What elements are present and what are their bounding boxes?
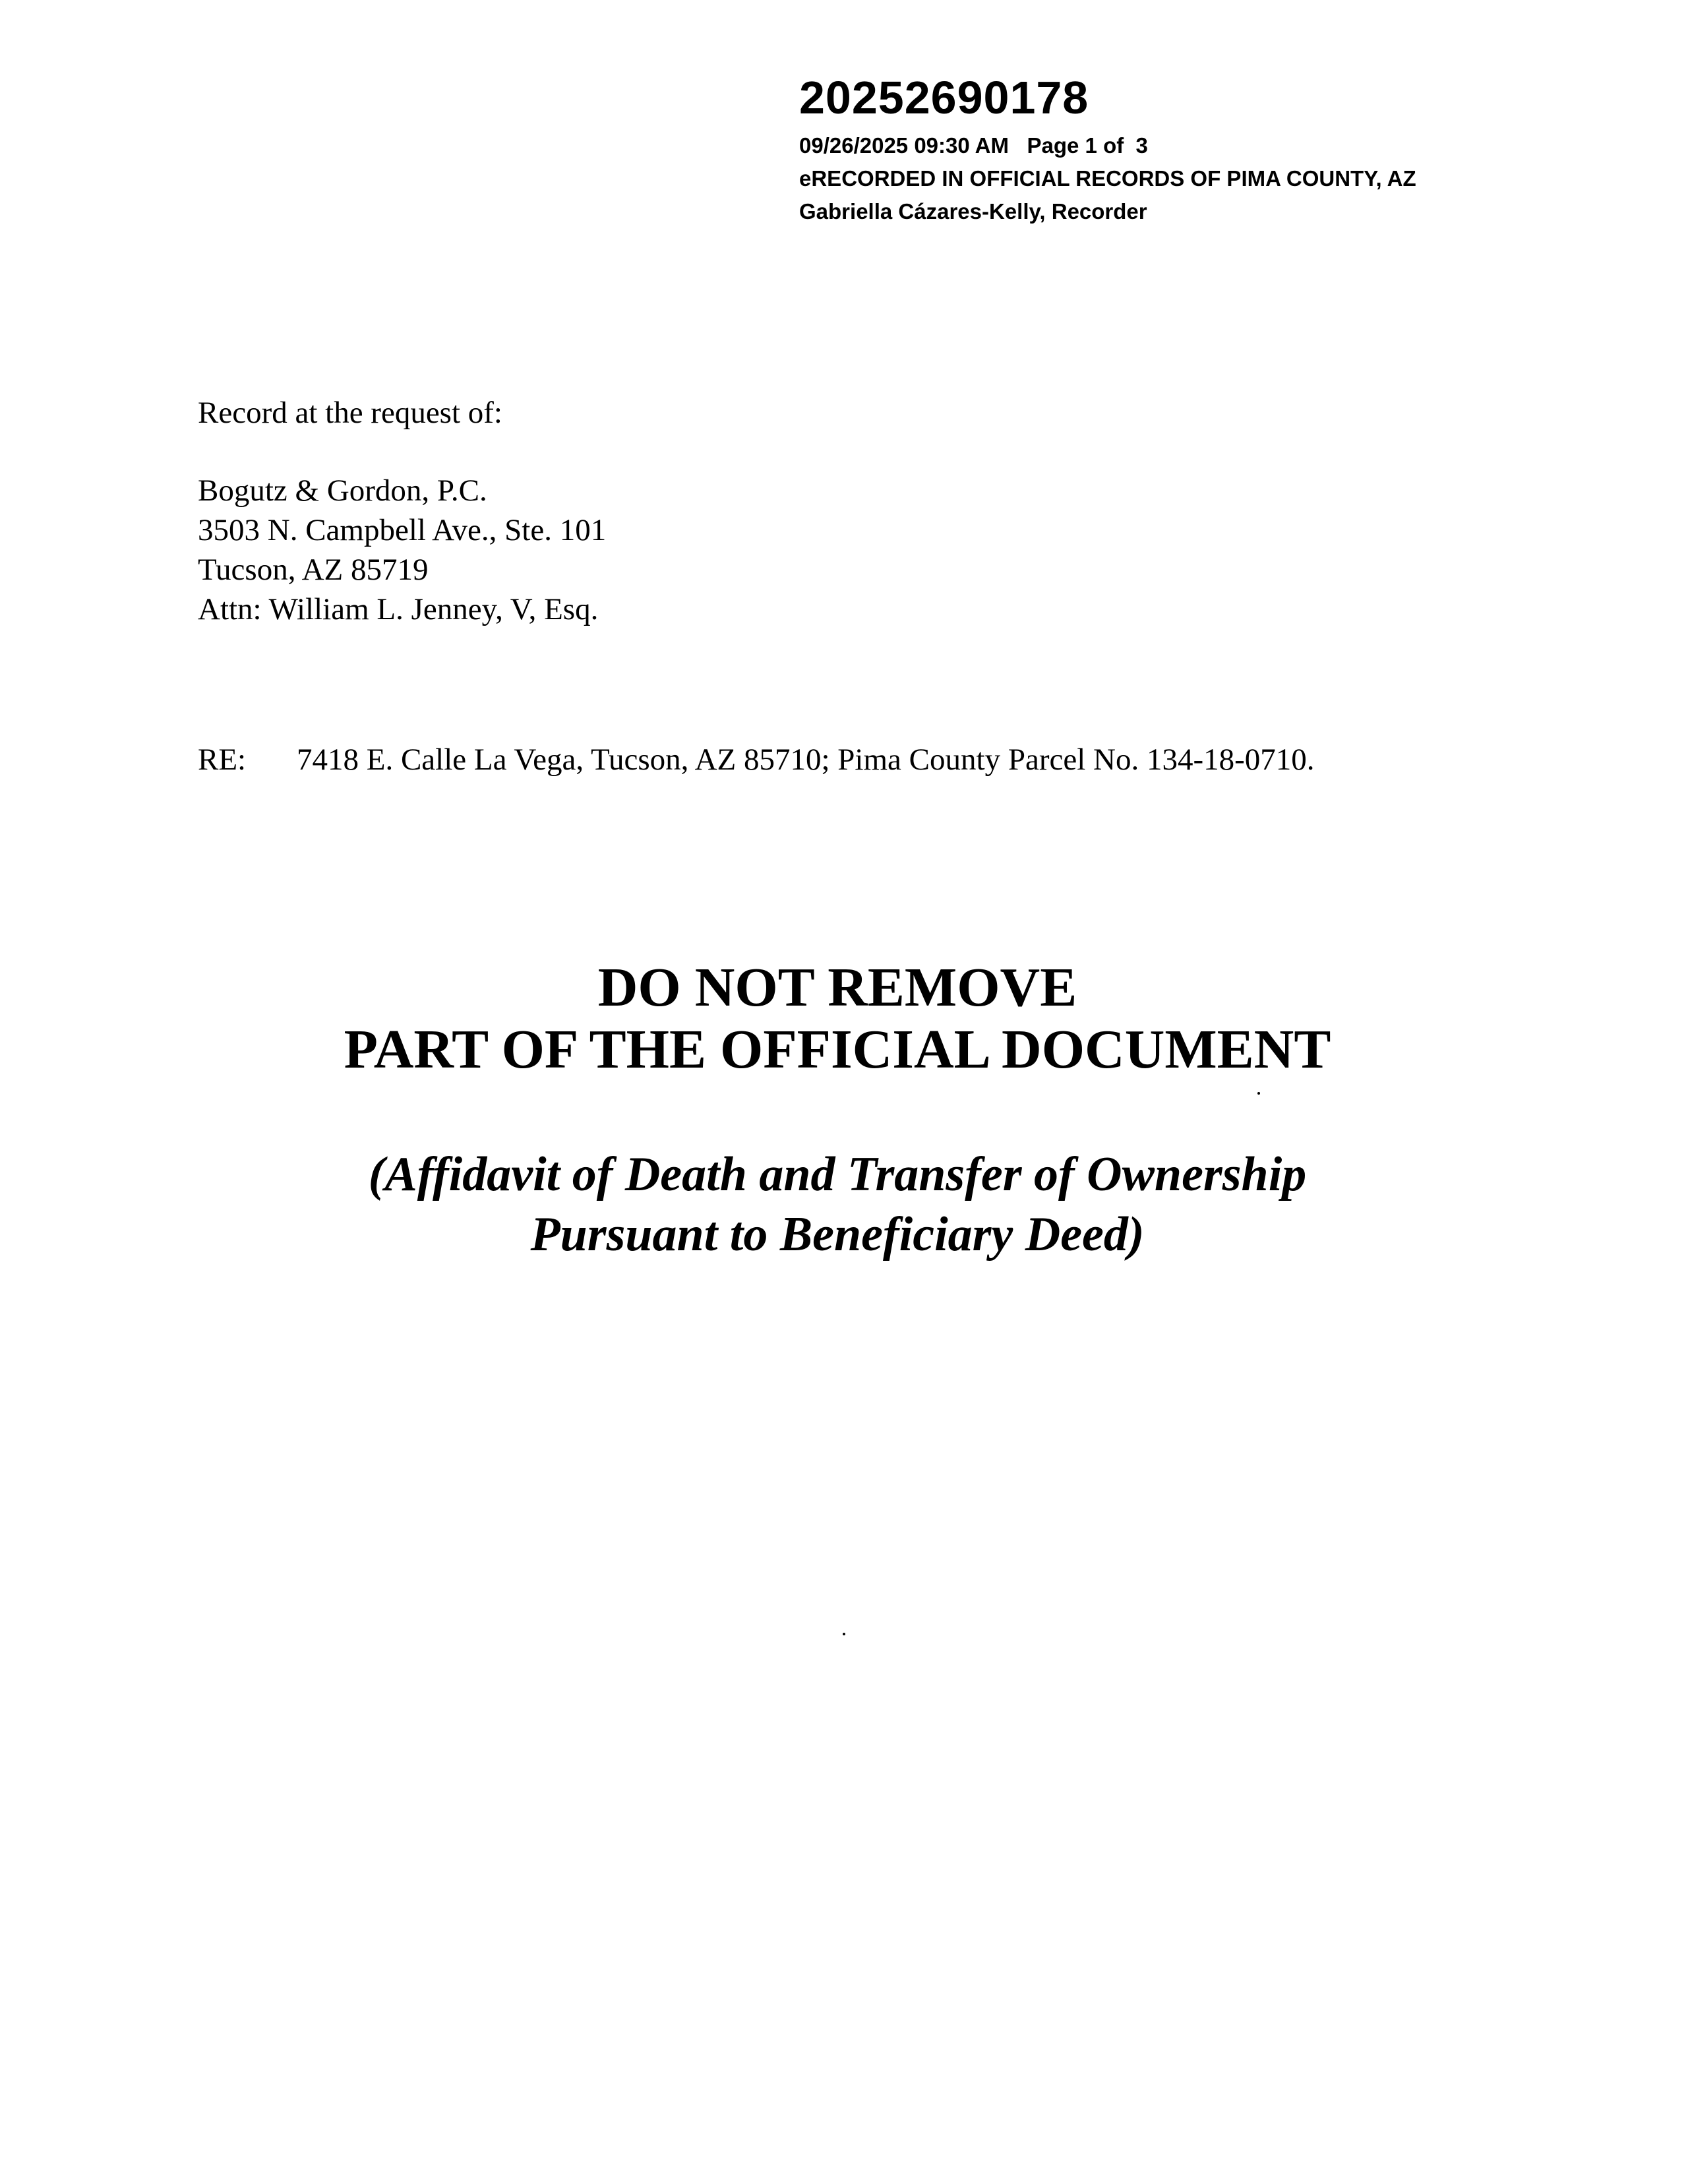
firm-name: Bogutz & Gordon, P.C. — [198, 473, 487, 508]
record-request-label: Record at the request of: — [198, 396, 502, 430]
city-state-zip: Tucson, AZ 85719 — [198, 553, 429, 587]
recorded-in-line: eRECORDED IN OFFICIAL RECORDS OF PIMA COUNTY, AZ — [799, 166, 1416, 191]
street-address: 3503 N. Campbell Ave., Ste. 101 — [198, 513, 607, 547]
document-title-line-2: Pursuant to Beneficiary Deed) — [530, 1207, 1145, 1261]
re-label: RE: — [198, 743, 247, 777]
re-property-text: 7418 E. Calle La Vega, Tucson, AZ 85710; Pima County Parcel No. 134-18-0710. — [297, 743, 1315, 777]
return-address-block — [198, 471, 606, 629]
document-number: 20252690178 — [799, 72, 1089, 123]
scan-speck — [843, 1633, 845, 1635]
attention-line: Attn: William L. Jenney, V, Esq. — [198, 592, 599, 626]
recorder-name: Gabriella Cázares-Kelly, Recorder — [799, 199, 1147, 224]
official-document-heading: PART OF THE OFFICIAL DOCUMENT — [344, 1019, 1331, 1080]
do-not-remove-heading: DO NOT REMOVE — [597, 957, 1077, 1018]
scan-speck — [1257, 1092, 1260, 1095]
recording-stamp — [799, 71, 1416, 228]
recording-datetime-page: 09/26/2025 09:30 AM Page 1 of 3 — [799, 133, 1148, 158]
document-title-line-1: (Affidavit of Death and Transfer of Ownership — [368, 1147, 1307, 1201]
re-line — [198, 741, 1315, 778]
